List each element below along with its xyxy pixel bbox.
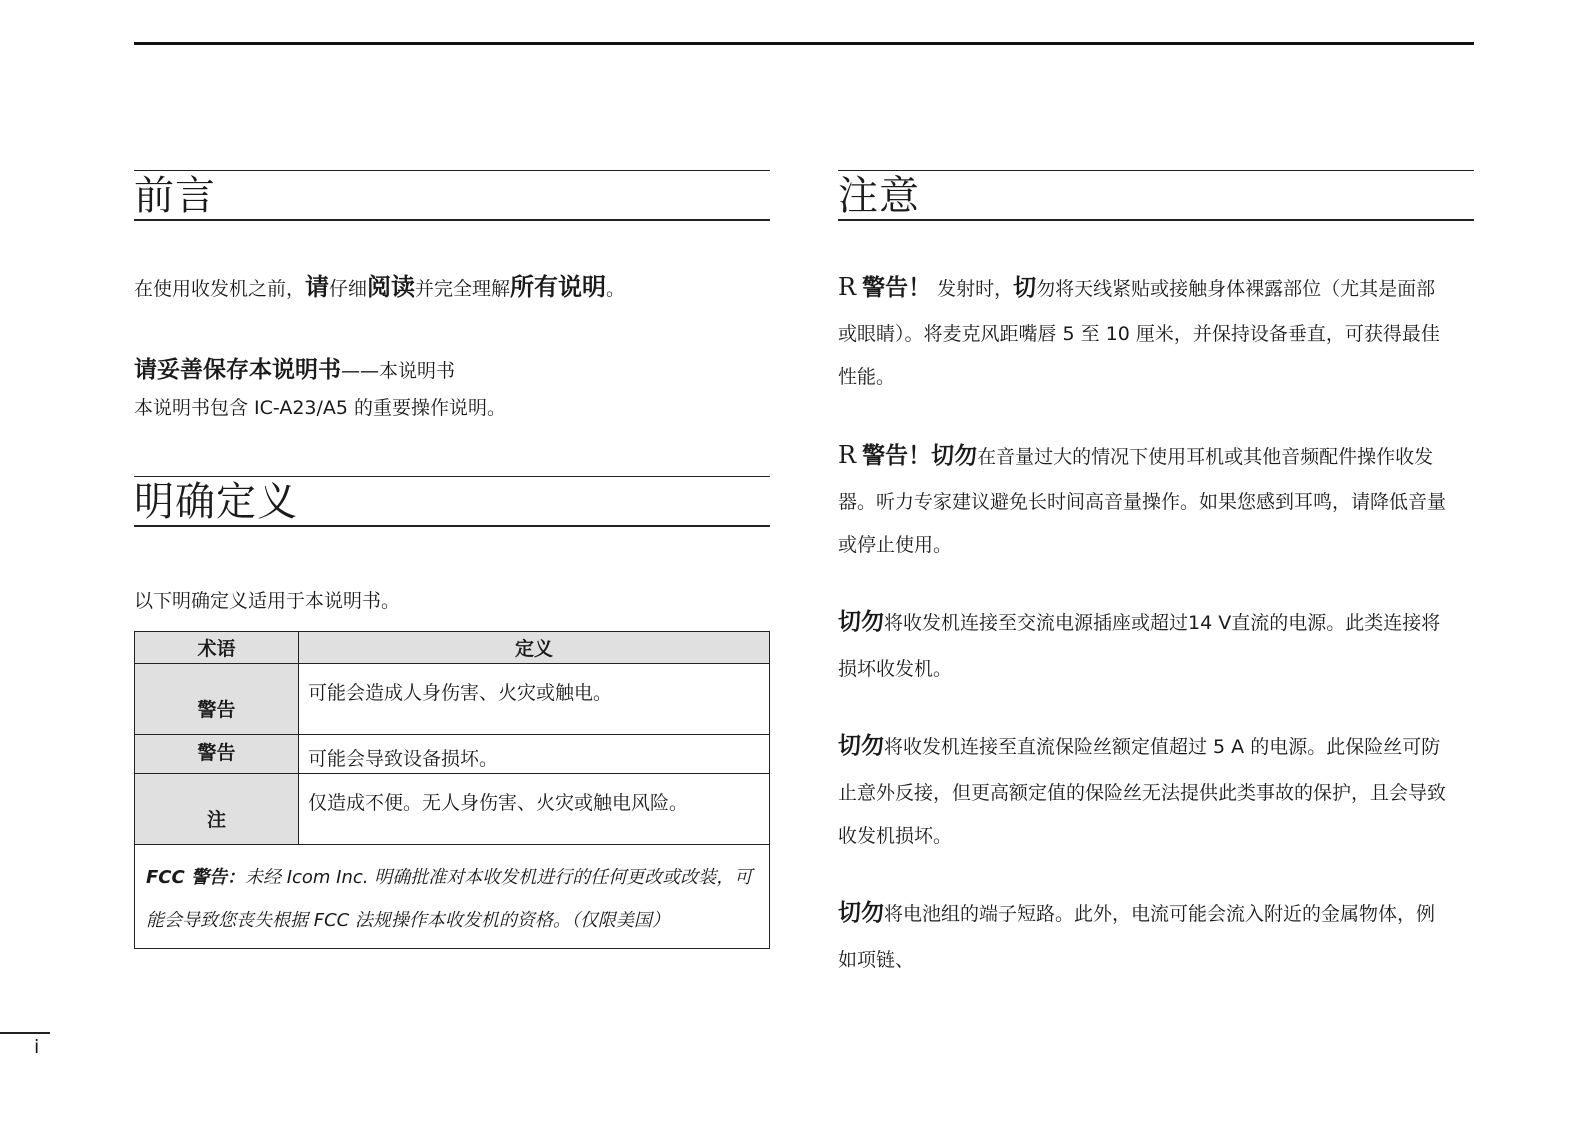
warning-5-text-b: 切勿 [838, 900, 884, 926]
keep-manual-bold: 请妥善保存本说明书 [134, 357, 341, 383]
col-def-header: 定义 [299, 632, 770, 664]
intro-text-d: 阅读 [367, 273, 416, 301]
warning-2-label: 警告！ [862, 443, 932, 469]
warning-3-line-1 [838, 610, 1474, 634]
table-row [135, 735, 770, 774]
left-column [134, 170, 770, 949]
foreword-title: 前言 [134, 173, 216, 219]
warning-4-line-3: 收发机损坏。 [838, 825, 953, 847]
top-rule [134, 42, 1474, 45]
term-cell: 警告 [135, 735, 299, 774]
definitions-header [134, 476, 770, 527]
fcc-warning-box [134, 845, 770, 949]
warning-4 [838, 734, 1474, 848]
definition-cell: 仅造成不便。无人身伤害、火灾或触电风险。 [299, 774, 770, 845]
warning-2-text-c: 在音量过大的情况下使用耳机或其他音频配件操作收发 [977, 446, 1434, 468]
page-number: i [34, 1036, 40, 1058]
caution-header [838, 170, 1474, 221]
right-column [838, 170, 1474, 972]
warning-1 [838, 275, 1474, 389]
warning-5-text-c: 将电池组的端子短路。此外，电流可能会流入附近的金属物体，例 [884, 903, 1436, 925]
warning-5 [838, 901, 1474, 972]
warning-4-text-c: 将收发机连接至直流保险丝额定值超过 5 A 的电源。此保险丝可防 [884, 736, 1441, 758]
fcc-text-1: 未经 Icom Inc. 明确批准对本收发机进行的任何更改或改装，可 [244, 867, 753, 888]
warning-4-line-2: 止意外反接，但更高额定值的保险丝无法提供此类事故的保护，且会导致 [838, 782, 1447, 804]
keep-manual-line [134, 351, 770, 384]
warning-1-label: 警告！ [862, 275, 932, 301]
warning-4-text-b: 切勿 [838, 733, 884, 759]
foreword-header [134, 170, 770, 221]
definition-cell: 可能会造成人身伤害、火灾或触电。 [299, 664, 770, 735]
warning-2-line-3: 或停止使用。 [838, 534, 953, 556]
keep-manual-desc: 本说明书包含 IC-A23/A5 的重要操作说明。 [134, 397, 507, 419]
warning-1-line-3: 性能。 [838, 366, 896, 388]
table-row [135, 774, 770, 845]
definitions-table [134, 631, 770, 845]
warning-2-line-2: 器。听力专家建议避免长时间高音量操作。如果您感到耳鸣，请降低音量 [838, 491, 1447, 513]
intro-text-b: 请 [305, 273, 330, 301]
term-cell: 警告 [135, 664, 299, 735]
fcc-label: FCC 警告： [146, 867, 245, 888]
fcc-line-1 [146, 863, 769, 893]
keep-manual-rest: ——本说明书 [341, 360, 456, 382]
intro-text-a: 在使用收发机之前， [134, 278, 306, 300]
intro-text-f: 所有说明 [510, 273, 607, 301]
table-header-row [135, 632, 770, 664]
warning-3-text-c: 将收发机连接至交流电源插座或超过14 V直流的电源。此类连接将 [884, 612, 1441, 634]
table-row [135, 664, 770, 735]
foreword-intro [134, 275, 770, 301]
page-number-rule [0, 1032, 50, 1034]
warning-1-line-2: 或眼睛）。将麦克风距嘴唇 5 至 10 厘米，并保持设备垂直，可获得最佳 [838, 323, 1440, 345]
warning-3-text-b: 切勿 [838, 609, 884, 635]
warning-4-line-1 [838, 734, 1474, 758]
warning-5-line-2: 如项链、 [838, 949, 915, 971]
warning-1-text-a: 发射时， [937, 278, 1014, 300]
warning-2-line-1 [838, 443, 1474, 467]
intro-text-g: 。 [606, 278, 626, 300]
intro-text-c: 仔细 [329, 278, 368, 300]
fcc-line-2: 能会导致您丧失根据 FCC 法规操作本收发机的资格。（仅限美国） [146, 910, 670, 931]
warning-3-line-2: 损坏收发机。 [838, 658, 953, 680]
warning-1-line-1 [838, 275, 1474, 299]
warning-3 [838, 610, 1474, 681]
warning-r-icon: R [838, 273, 857, 301]
warning-5-line-1 [838, 901, 1474, 925]
warning-2 [838, 443, 1474, 557]
term-cell: 注 [135, 774, 299, 845]
intro-text-e: 并完全理解 [415, 278, 511, 300]
warning-1-text-b: 切 [1013, 275, 1037, 301]
col-term-header: 术语 [135, 632, 299, 664]
definitions-intro: 以下明确定义适用于本说明书。 [134, 590, 401, 612]
warning-r-icon: R [838, 441, 857, 469]
warning-2-text-b: 切勿 [931, 443, 978, 469]
caution-title: 注意 [838, 173, 920, 219]
warning-1-text-c: 勿将天线紧贴或接触身体裸露部位（尤其是面部 [1036, 278, 1436, 300]
definition-cell: 可能会导致设备损坏。 [299, 735, 770, 774]
definitions-title: 明确定义 [134, 479, 298, 525]
